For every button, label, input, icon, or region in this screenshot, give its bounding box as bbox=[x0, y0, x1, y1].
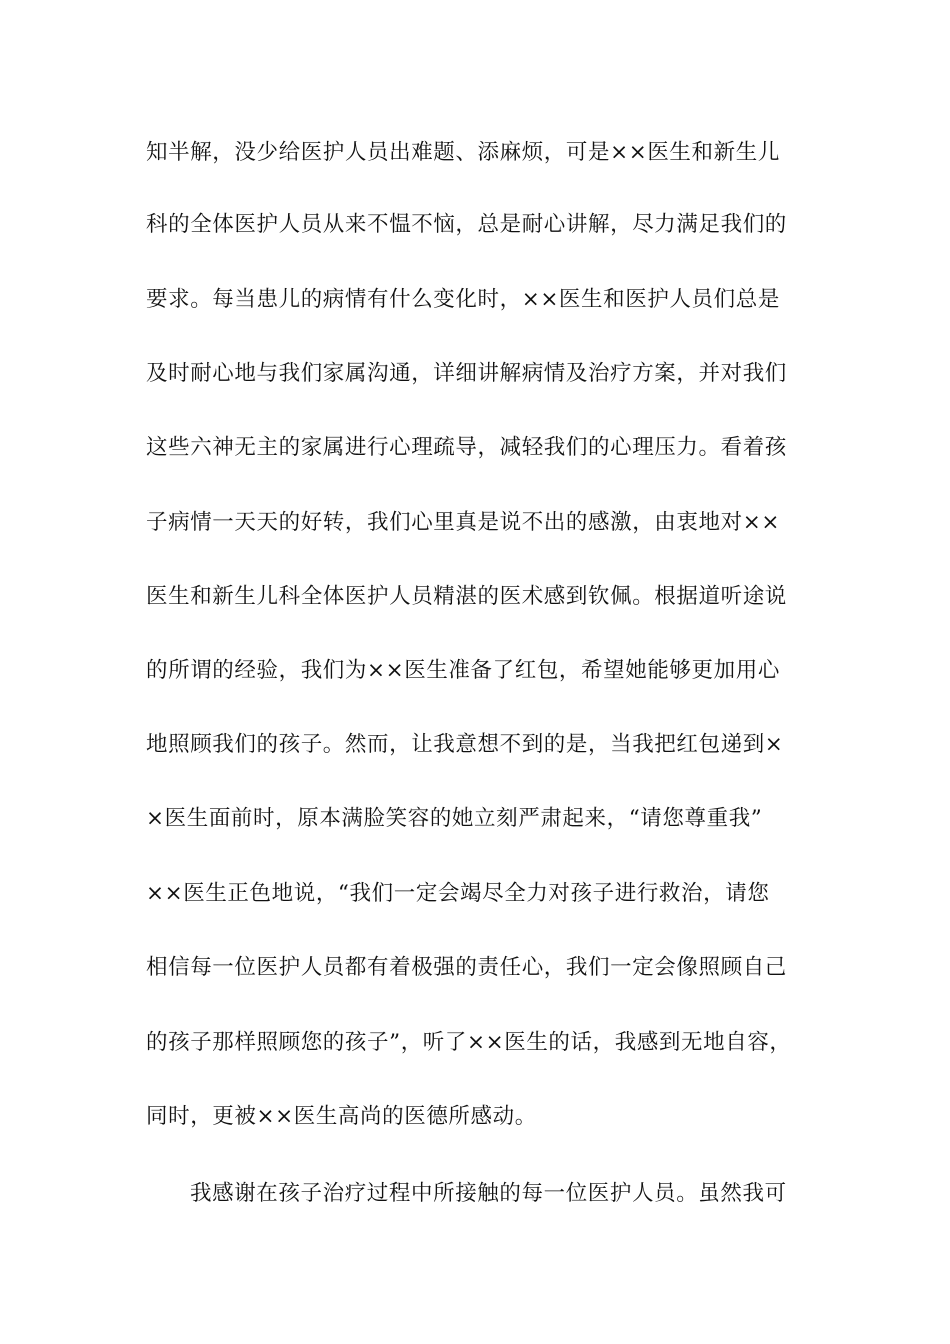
text-line: 及时耐心地与我们家属沟通，详细讲解病情及治疗方案，并对我们 bbox=[146, 361, 787, 386]
text-line: 要求。每当患儿的病情有什么变化时，××医生和医护人员们总是 bbox=[146, 287, 780, 312]
paragraph-first-line: 我感谢在孩子治疗过程中所接触的每一位医护人员。虽然我可 bbox=[190, 1181, 787, 1206]
text-line: 同时，更被××医生高尚的医德所感动。 bbox=[146, 1104, 537, 1129]
text-line: ×医生面前时，原本满脸笑容的她立刻严肃起来，“请您尊重我” bbox=[146, 806, 763, 831]
text-line: 知半解，没少给医护人员出难题、添麻烦，可是××医生和新生儿 bbox=[146, 140, 780, 165]
text-line: 相信每一位医护人员都有着极强的责任心，我们一定会像照顾自己 bbox=[146, 955, 787, 980]
text-line: 子病情一天天的好转，我们心里真是说不出的感激，由衷地对×× bbox=[146, 510, 780, 535]
text-line: 地照顾我们的孩子。然而，让我意想不到的是，当我把红包递到× bbox=[146, 732, 784, 757]
text-line: 这些六神无主的家属进行心理疏导，减轻我们的心理压力。看着孩 bbox=[146, 435, 787, 460]
text-line: 的孩子那样照顾您的孩子”，听了××医生的话，我感到无地自容， bbox=[146, 1030, 792, 1055]
text-line: 科的全体医护人员从来不愠不恼，总是耐心讲解，尽力满足我们的 bbox=[146, 212, 787, 237]
text-line: 医生和新生儿科全体医护人员精湛的医术感到钦佩。根据道听途说 bbox=[146, 584, 787, 609]
text-line: ××医生正色地说，“我们一定会竭尽全力对孩子进行救治，请您 bbox=[146, 881, 770, 906]
text-line: 的所谓的经验，我们为××医生准备了红包，希望她能够更加用心 bbox=[146, 658, 780, 683]
